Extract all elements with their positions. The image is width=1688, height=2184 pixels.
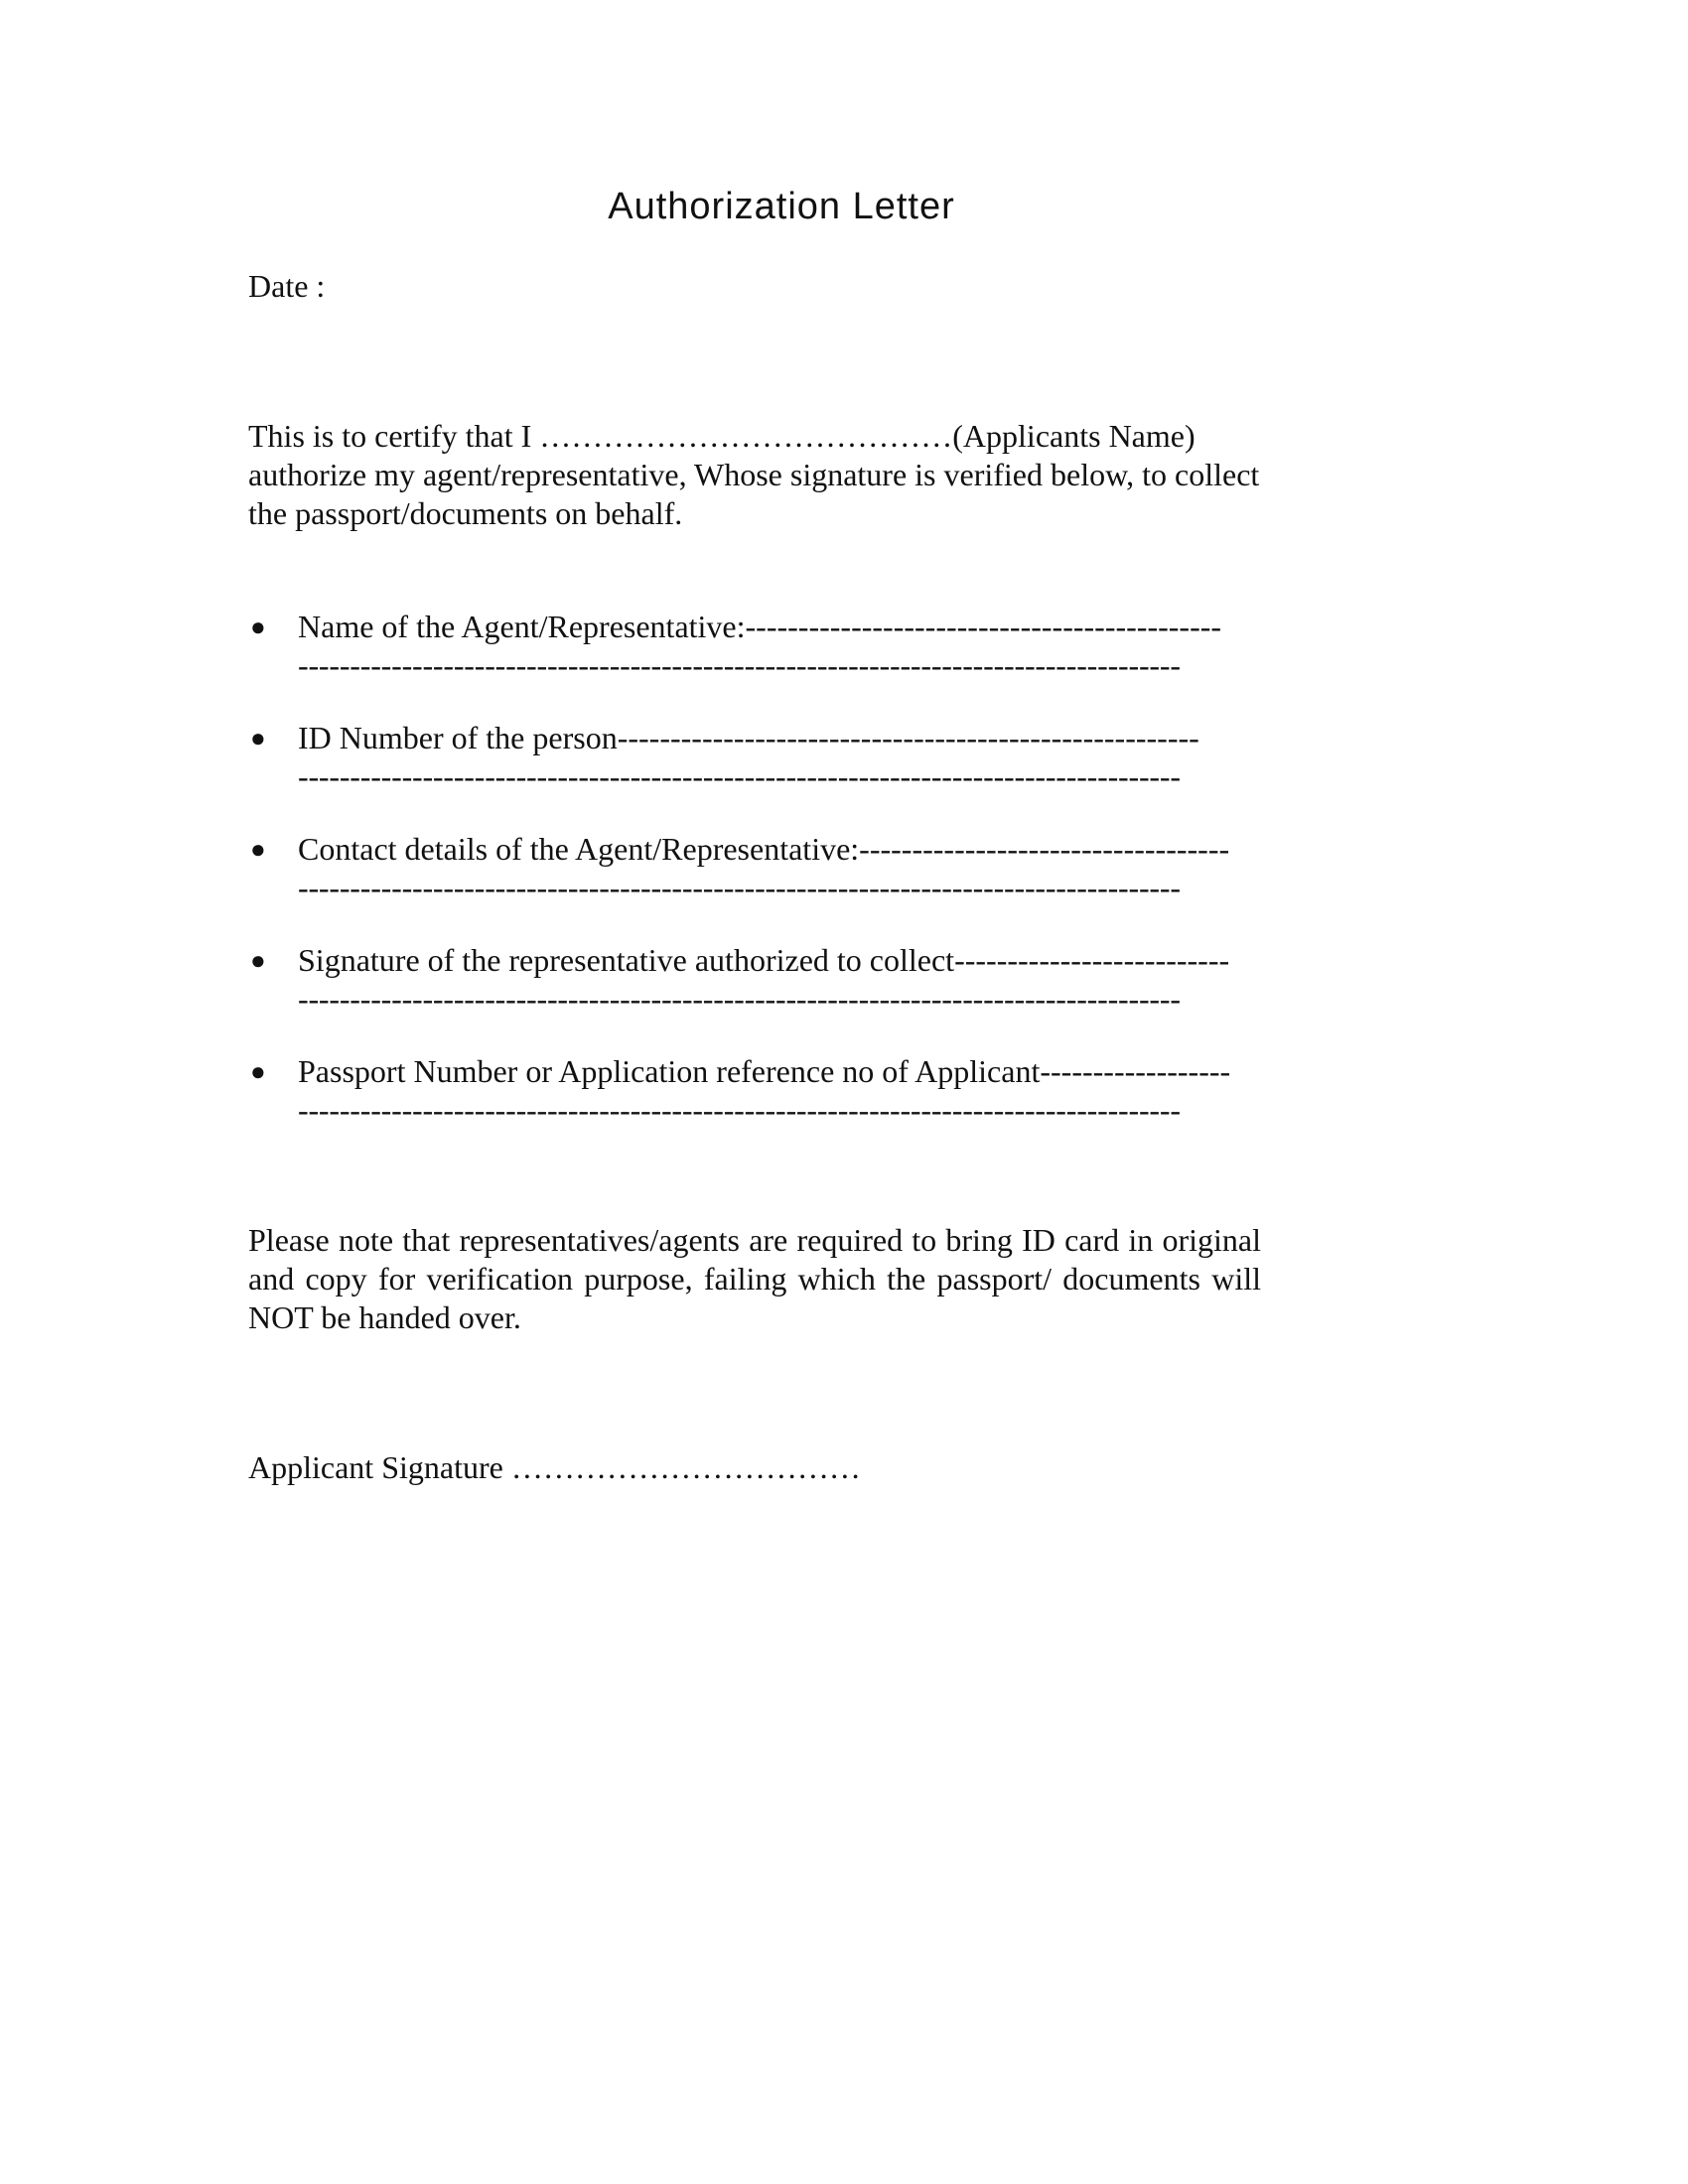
intro-paragraph: This is to certify that I …………………………………(Applicants Name) authorize my agent/representative, Whose signature is verified below, to collect the passport/documents on behalf. (248, 418, 1260, 531)
passport-number-field-continuation: ------------------------------------------------------------------------------------- (298, 1092, 1181, 1128)
details-list (248, 608, 1281, 1163)
bullet-icon: ● (250, 1057, 266, 1086)
contact-details-field-continuation: ------------------------------------------------------------------------------------- (298, 870, 1181, 905)
contact-details-field: Contact details of the Agent/Representative:----------------------------------- (298, 831, 1230, 867)
applicant-signature-line: Applicant Signature …………………………… (248, 1449, 861, 1485)
note-paragraph: Please note that representatives/agents are required to bring ID card in original and copy for verification purpose, failing which the passport/ documents will NOT be handed over. (248, 1222, 1261, 1335)
date-label: Date : (248, 268, 326, 304)
id-number-field: ID Number of the person------------------------------------------------------- (298, 720, 1199, 755)
agent-name-field-continuation: ------------------------------------------------------------------------------------- (298, 647, 1181, 683)
representative-signature-field-continuation: ------------------------------------------------------------------------------------- (298, 981, 1181, 1017)
agent-name-field: Name of the Agent/Representative:--------------------------------------------- (298, 609, 1222, 644)
bullet-icon: ● (250, 613, 266, 641)
bullet-icon: ● (250, 724, 266, 752)
list-item-agent-name (248, 608, 1281, 687)
bullet-icon: ● (250, 946, 266, 975)
list-item-id-number (248, 719, 1281, 798)
list-item-passport-number (248, 1052, 1281, 1132)
page-title: Authorization Letter (608, 186, 955, 227)
list-item-contact-details (248, 830, 1281, 909)
representative-signature-field: Signature of the representative authorized to collect-------------------------- (298, 942, 1230, 978)
bullet-icon: ● (250, 835, 266, 864)
id-number-field-continuation: ------------------------------------------------------------------------------------- (298, 758, 1181, 794)
list-item-representative-signature (248, 941, 1281, 1021)
passport-number-field: Passport Number or Application reference no of Applicant------------------ (298, 1053, 1231, 1089)
